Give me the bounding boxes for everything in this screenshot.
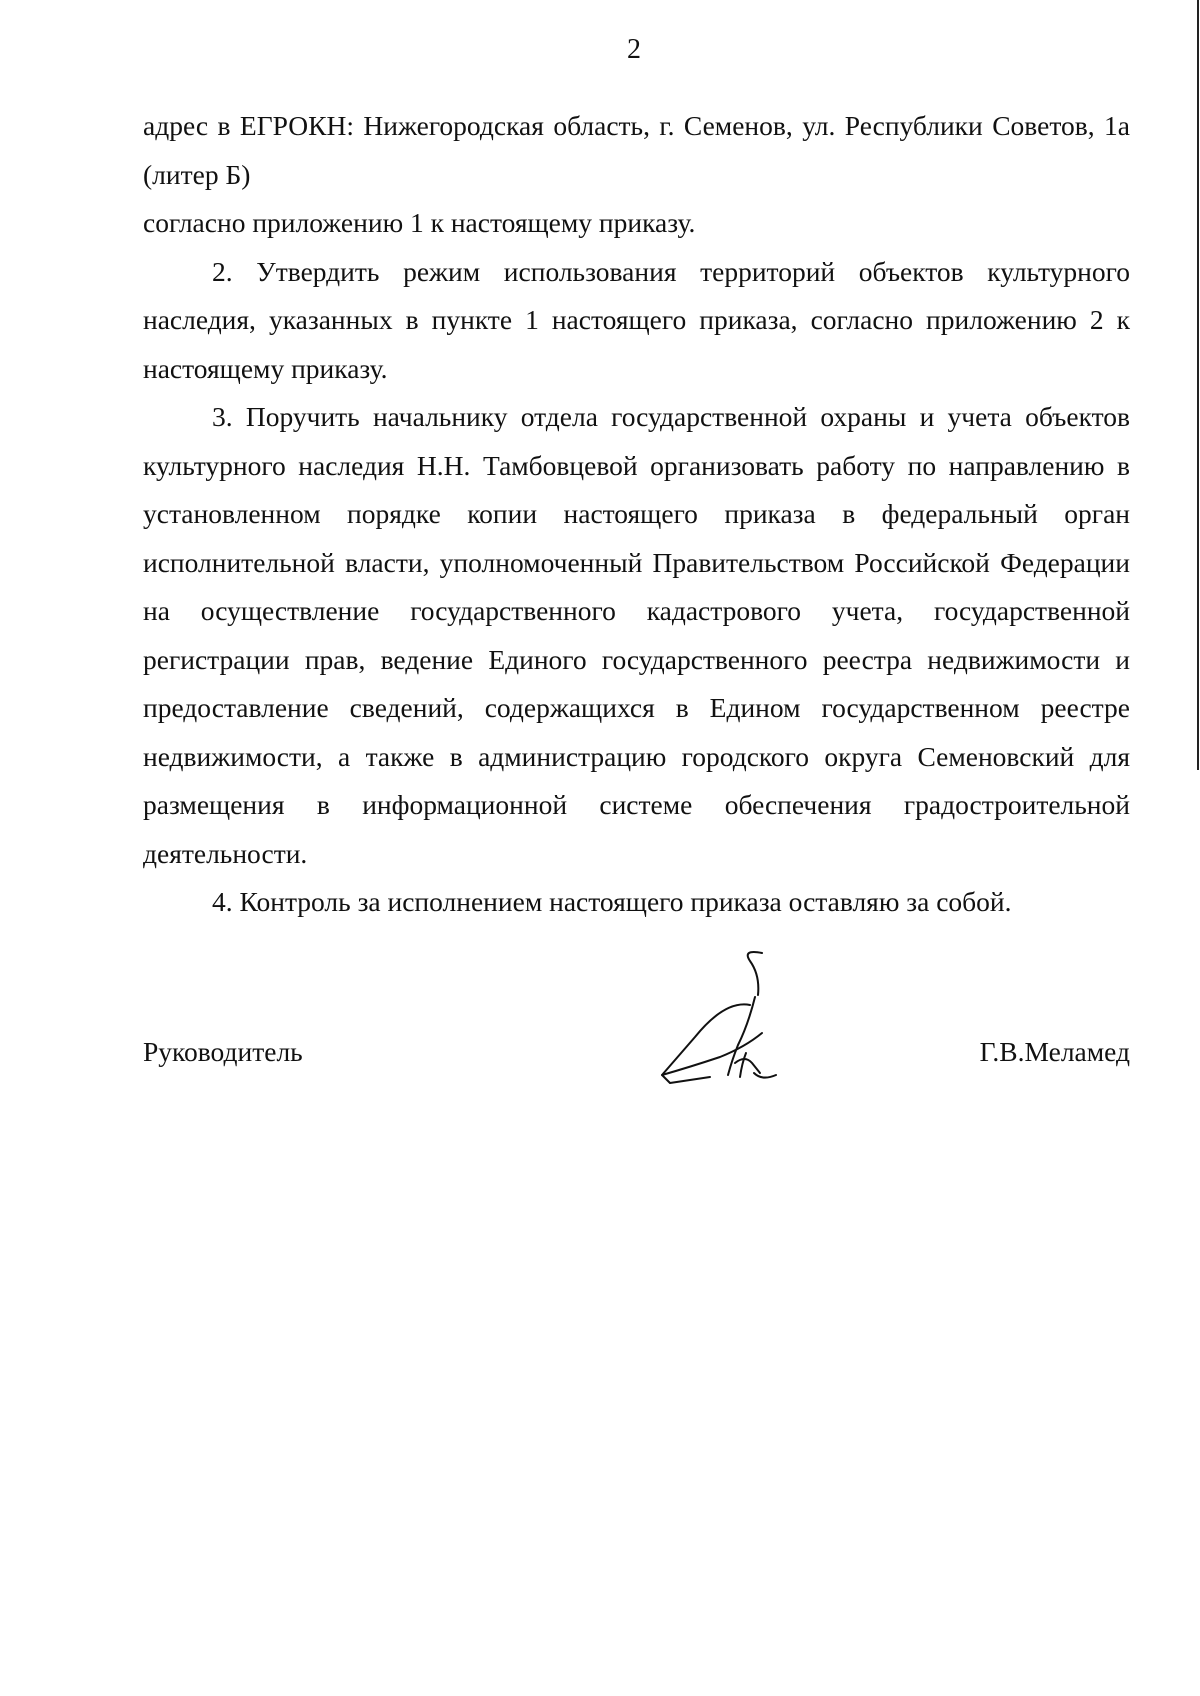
page-number: 2: [627, 34, 641, 65]
appendix-reference-paragraph: согласно приложению 1 к настоящему приказу.: [143, 207, 696, 238]
item-4-paragraph: 4. Контроль за исполнением настоящего приказа оставляю за собой.: [212, 886, 1012, 917]
item-2-paragraph: 2. Утвердить режим использования территорий объектов культурного наследия, указанных в пункте 1 настоящего приказа, согласно приложению 2 к настоящему приказу.: [143, 255, 1130, 384]
signatory-title: Руководитель: [143, 1036, 303, 1067]
scan-edge-line: [1197, 0, 1199, 770]
handwritten-signature: [650, 945, 800, 1090]
signature-block: [143, 1036, 1130, 1076]
signatory-name: Г.В.Меламед: [979, 1036, 1130, 1067]
document-body: [143, 102, 1130, 927]
item-3-paragraph: 3. Поручить начальнику отдела государственной охраны и учета объектов культурного наследия Н.Н. Тамбовцевой организовать работу по направлению в установленном порядке копии настоящего приказа в федеральный орган исполнительной власти, уполномоченный Правительством Российской Федерации на осуществление государственного кадастрового учета, государственной регистрации прав, ведение Единого государственного реестра недвижимости и предоставление сведений, содержащихся в Едином государственном реестре недвижимости, а также в администрацию городского округа Семеновский для размещения в информационной системе обеспечения градостроительной деятельности.: [143, 401, 1130, 869]
address-paragraph: адрес в ЕГРОКН: Нижегородская область, г. Семенов, ул. Республики Советов, 1а (литер Б): [143, 110, 1130, 190]
